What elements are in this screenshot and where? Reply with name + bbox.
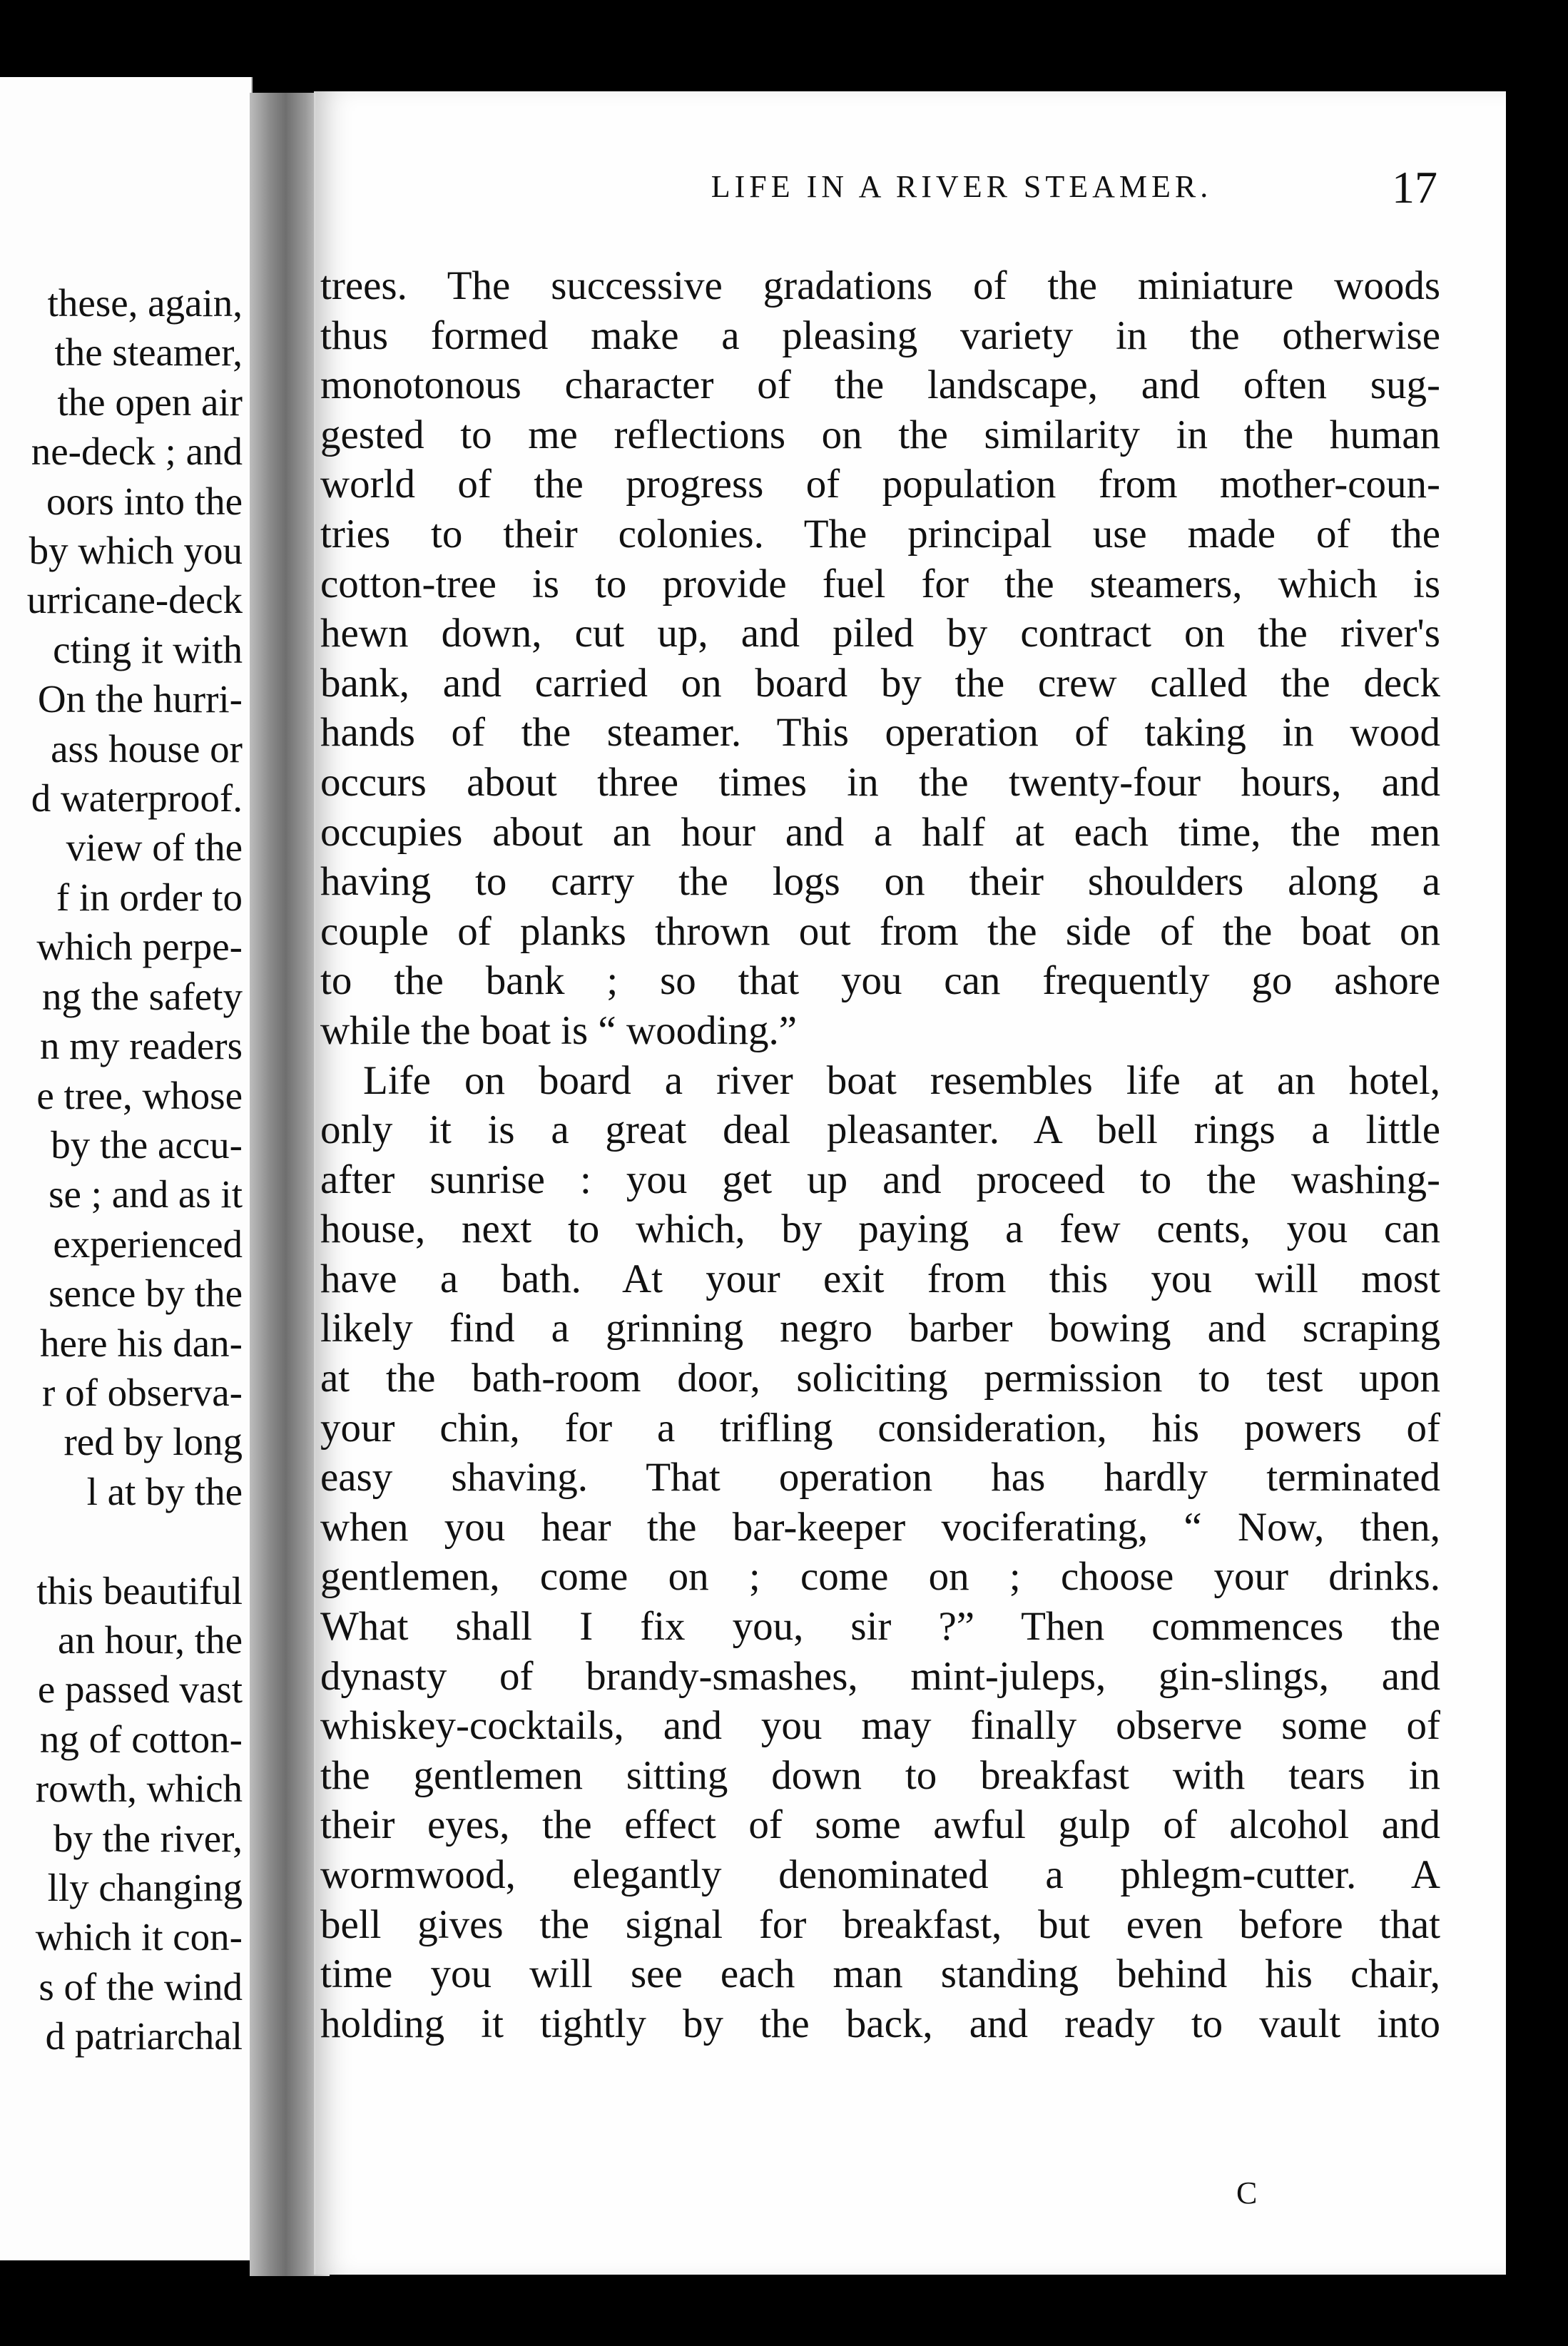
body-line: house, next to which, by paying a few cents, you can bbox=[320, 1207, 1440, 1252]
left-page-line: ng the safety bbox=[41, 974, 243, 1018]
body-line: gentlemen, come on ; come on ; choose your drinks. bbox=[320, 1554, 1440, 1600]
body-line: hands of the steamer. This operation of taking in wood bbox=[320, 710, 1440, 756]
right-page bbox=[314, 91, 1506, 2275]
body-line: bank, and carried on board by the crew called the deck bbox=[320, 660, 1440, 706]
left-page-line: f in order to bbox=[56, 875, 243, 919]
body-line: to the bank ; so that you can frequently go ashore bbox=[320, 958, 1440, 1004]
body-line: easy shaving. That operation has hardly terminated bbox=[320, 1455, 1440, 1500]
body-line: cotton-tree is to provide fuel for the steamers, which is bbox=[320, 561, 1440, 606]
left-page-line: here his dan- bbox=[39, 1321, 243, 1365]
left-page-line: which perpe- bbox=[36, 925, 243, 969]
body-line: couple of planks thrown out from the side of the boat on bbox=[320, 908, 1440, 954]
left-page-line: the open air bbox=[57, 380, 243, 424]
body-line: tries to their colonies. The principal use made of the bbox=[320, 511, 1440, 557]
body-line: Life on board a river boat resembles life at an hotel, bbox=[363, 1057, 1440, 1103]
left-page-line: red by long bbox=[63, 1420, 243, 1464]
body-line: occupies about an hour and a half at each time, the men bbox=[320, 809, 1440, 855]
page-number: 17 bbox=[1392, 162, 1437, 213]
body-line: whiskey-cocktails, and you may finally observe some of bbox=[320, 1703, 1440, 1749]
left-page-line: rowth, which bbox=[35, 1767, 243, 1811]
left-page-line: experienced bbox=[53, 1222, 243, 1266]
left-page-line: n my readers bbox=[39, 1024, 243, 1068]
left-page-line: an hour, the bbox=[58, 1618, 243, 1662]
left-page-line: d waterproof. bbox=[31, 776, 243, 821]
body-line: bell gives the signal for breakfast, but even before that bbox=[320, 1901, 1440, 1947]
body-line: holding it tightly by the back, and ready to vault into bbox=[320, 2001, 1440, 2046]
body-line: have a bath. At your exit from this you will most bbox=[320, 1256, 1440, 1301]
body-line: dynasty of brandy-smashes, mint-juleps, gin-slings, and bbox=[320, 1653, 1440, 1699]
left-page-line: e passed vast bbox=[37, 1667, 243, 1712]
left-page-line: which it con- bbox=[35, 1915, 243, 1959]
left-page-line: ng of cotton- bbox=[39, 1717, 243, 1761]
running-head: LIFE IN A RIVER STEAMER. bbox=[711, 169, 1213, 204]
left-page-line: view of the bbox=[66, 826, 243, 870]
body-line: world of the progress of population from mother-coun- bbox=[320, 462, 1440, 507]
body-line: while the boat is “ wooding.” bbox=[320, 1007, 798, 1053]
left-page-text bbox=[27, 278, 243, 2061]
left-page-line: this beautiful bbox=[36, 1568, 243, 1613]
left-page-line: On the hurri- bbox=[37, 677, 243, 721]
body-line: your chin, for a trifling consideration, his powers of bbox=[320, 1405, 1440, 1451]
left-page-line: these, again, bbox=[47, 281, 243, 325]
body-line: gested to me reflections on the similarity in the human bbox=[320, 412, 1440, 457]
left-page-line: cting it with bbox=[53, 627, 243, 671]
body-line: trees. The successive gradations of the miniature woods bbox=[320, 263, 1440, 308]
body-line: occurs about three times in the twenty-four hours, and bbox=[320, 759, 1440, 805]
body-line: thus formed make a pleasing variety in the otherwise bbox=[320, 313, 1440, 358]
body-line: monotonous character of the landscape, and often sug- bbox=[320, 362, 1440, 408]
left-page-line: e tree, whose bbox=[36, 1073, 243, 1117]
left-page-line: by which you bbox=[29, 529, 243, 573]
body-line: their eyes, the effect of some awful gulp of alcohol and bbox=[320, 1802, 1440, 1848]
left-page-line: d patriarchal bbox=[45, 2014, 243, 2058]
body-text bbox=[320, 261, 1440, 2048]
body-line: likely find a grinning negro barber bowing and scraping bbox=[320, 1306, 1440, 1351]
signature-mark: C bbox=[1236, 2175, 1258, 2210]
left-page-line: by the accu- bbox=[51, 1122, 243, 1167]
left-page-line: lly changing bbox=[47, 1866, 243, 1909]
body-line: at the bath-room door, soliciting permission to test upon bbox=[320, 1356, 1440, 1401]
body-line: wormwood, elegantly denominated a phlegm-cutter. A bbox=[320, 1852, 1440, 1897]
left-page-line: se ; and as it bbox=[49, 1172, 243, 1217]
left-page-line: r of observa- bbox=[42, 1370, 243, 1414]
body-line: the gentlemen sitting down to breakfast with tears in bbox=[320, 1752, 1440, 1798]
left-page-line: oors into the bbox=[46, 479, 243, 523]
body-line: time you will see each man standing behind his chair, bbox=[320, 1951, 1440, 1997]
left-page-line: sence by the bbox=[49, 1271, 243, 1316]
left-page-line: s of the wind bbox=[39, 1964, 243, 2009]
left-page-line: the steamer, bbox=[54, 330, 243, 375]
body-line: after sunrise : you get up and proceed to the washing- bbox=[320, 1157, 1440, 1202]
body-line: hewn down, cut up, and piled by contract on the river's bbox=[320, 611, 1440, 656]
left-page-line bbox=[27, 1516, 243, 1565]
body-line: having to carry the logs on their shoulders along a bbox=[320, 859, 1440, 905]
left-page-line: ne-deck ; and bbox=[31, 430, 243, 474]
body-line: What shall I fix you, sir ?” Then commences the bbox=[320, 1604, 1440, 1650]
left-page-line: ass house or bbox=[51, 726, 243, 771]
body-line: when you hear the bar-keeper vociferating, “ Now, then, bbox=[320, 1504, 1440, 1550]
left-page-line: by the river, bbox=[53, 1816, 243, 1860]
left-page-fragment bbox=[0, 77, 253, 2260]
body-line: only it is a great deal pleasanter. A bell rings a little bbox=[320, 1107, 1440, 1153]
left-page-line: urricane-deck bbox=[26, 578, 243, 622]
left-page-line: l at by the bbox=[86, 1469, 243, 1513]
